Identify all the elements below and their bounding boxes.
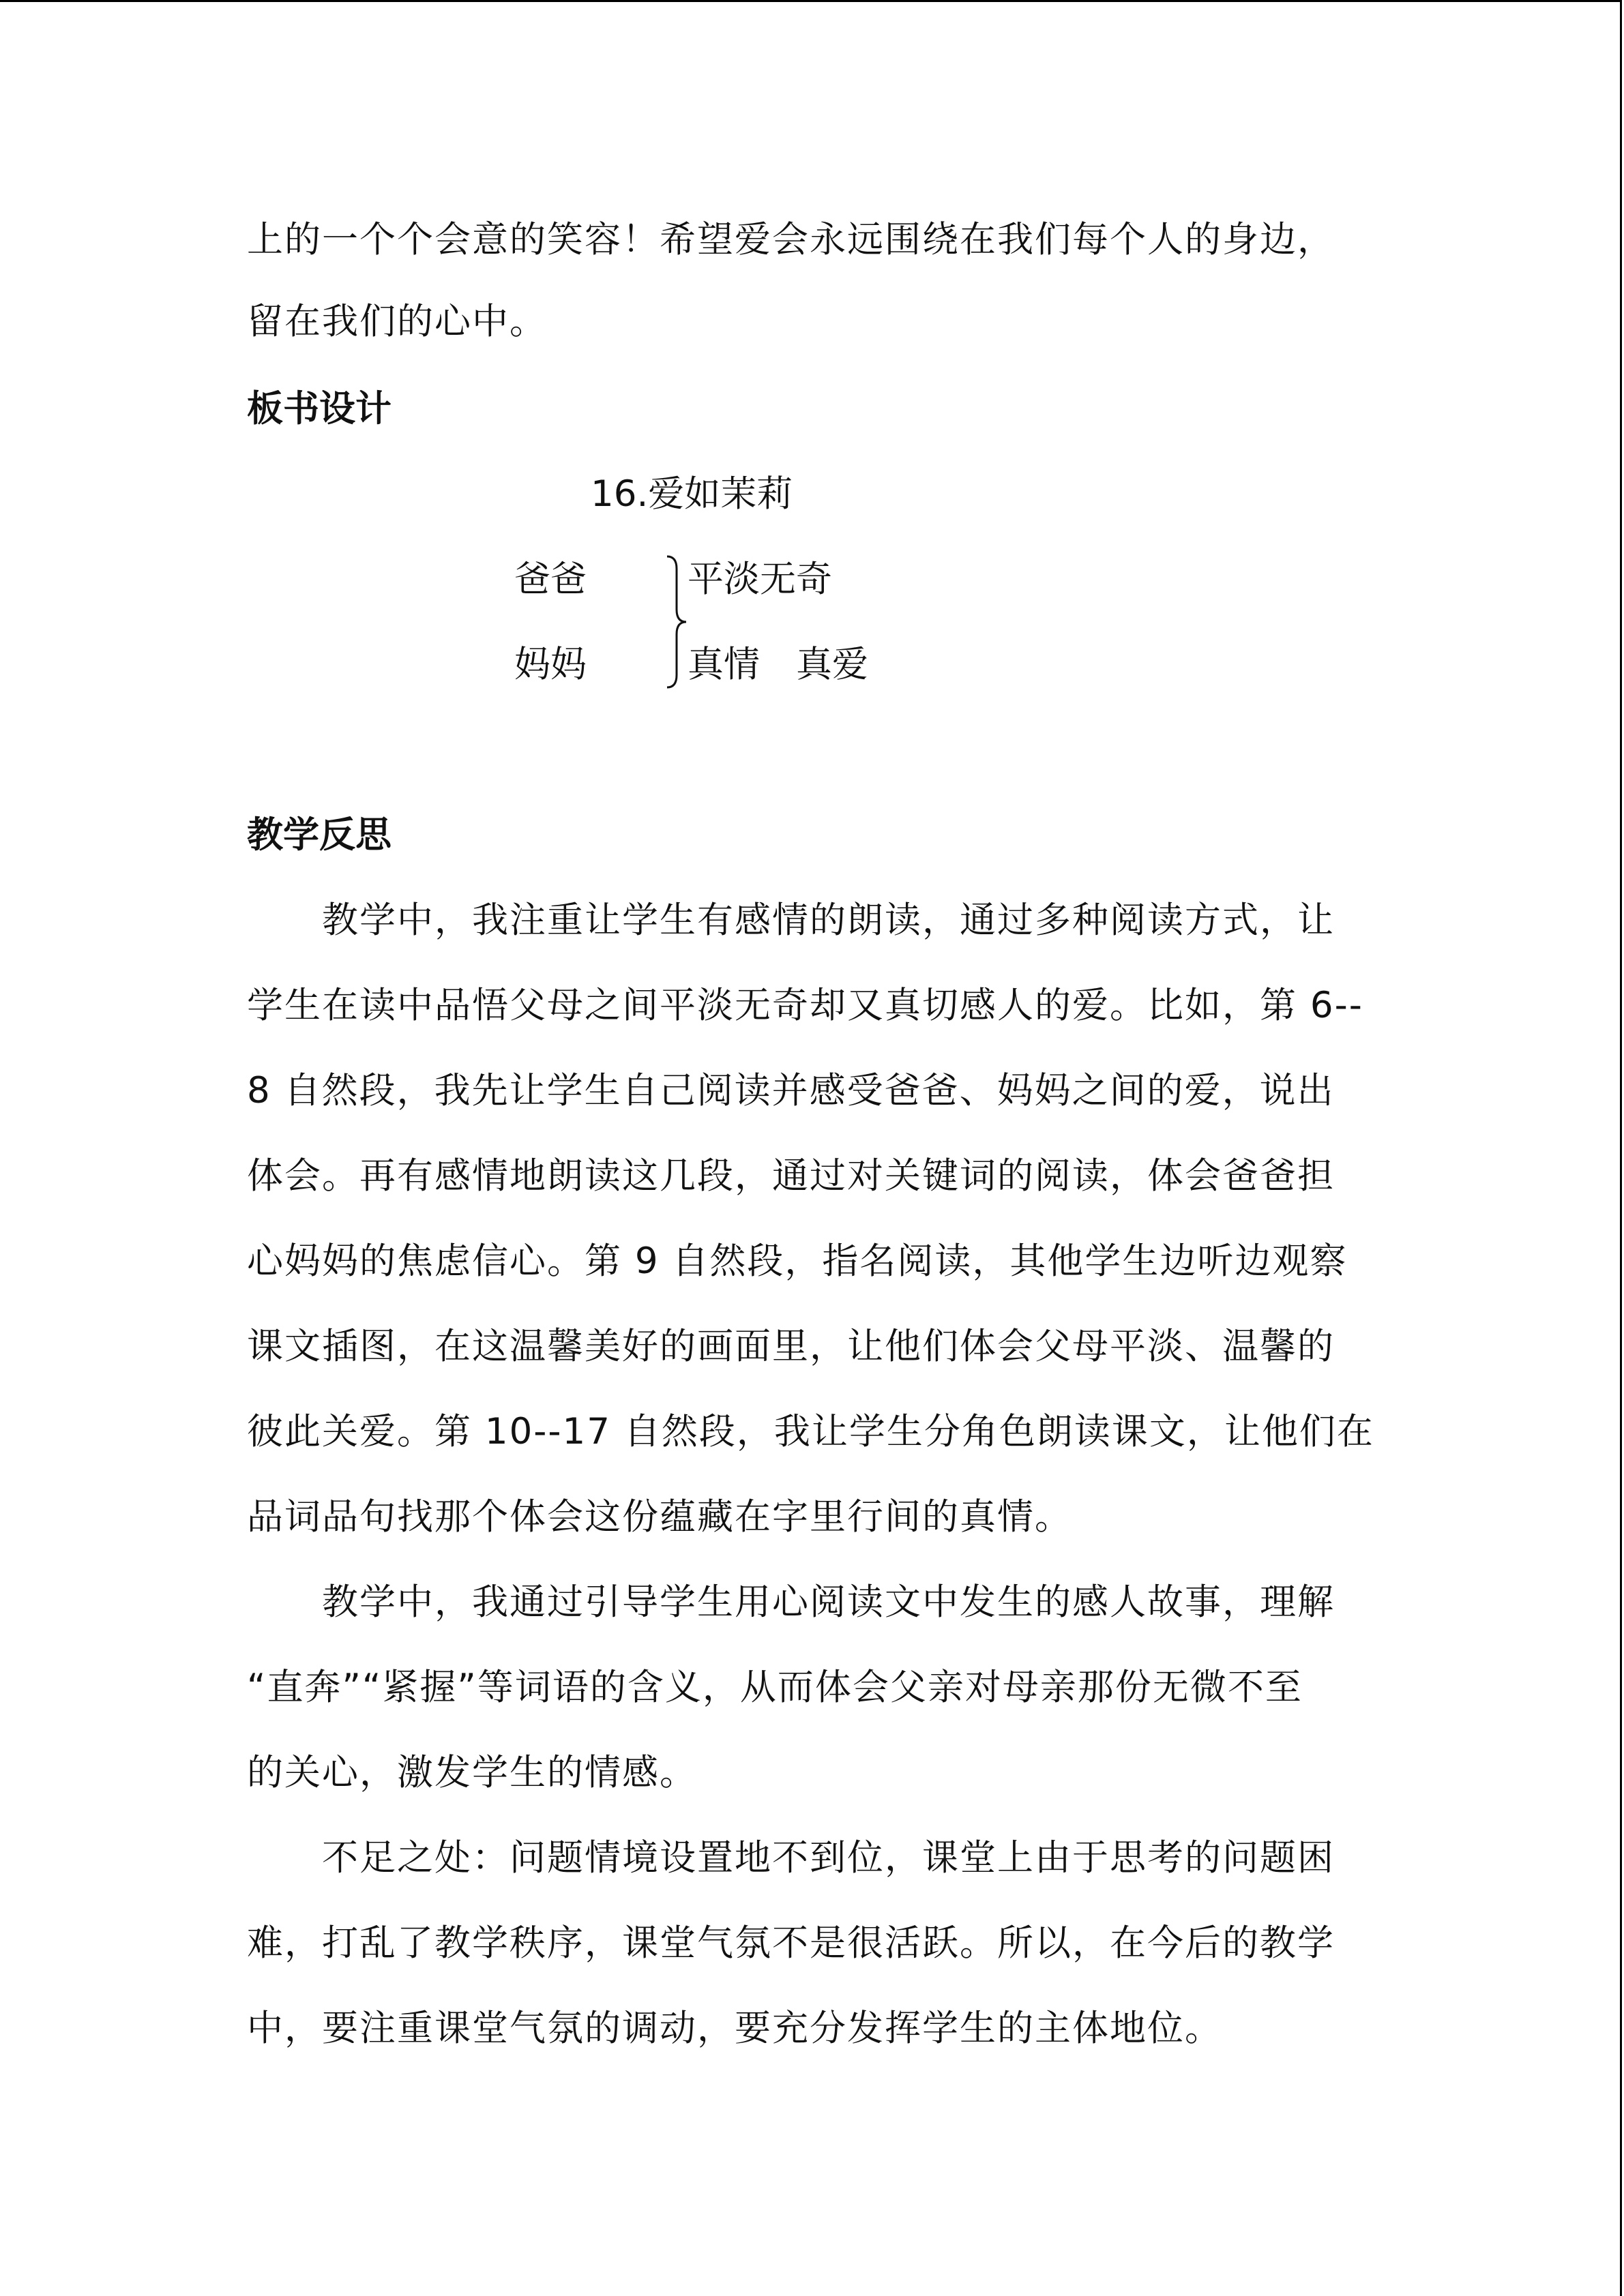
board-design-heading: 板书设计 — [247, 388, 392, 430]
reflection-line: 学生在读中品悟父母之间平淡无奇却又真切感人的爱。比如，第 6-- — [247, 985, 1363, 1026]
reflection-line: 教学中，我通过引导学生用心阅读文中发生的感人故事，理解 — [247, 1581, 1335, 1623]
board-right-love: 真情 真爱 — [688, 644, 868, 685]
intro-line-2: 留在我们的心中。 — [247, 301, 547, 342]
reflection-line: “直奔”“紧握”等词语的含义，从而体会父亲对母亲那份无微不至 — [247, 1667, 1303, 1708]
reflection-line: 彼此关爱。第 10--17 自然段，我让学生分角色朗读课文，让他们在 — [247, 1411, 1374, 1452]
board-right-plain: 平淡无奇 — [688, 558, 832, 600]
board-left-dad: 爸爸 — [514, 558, 587, 600]
reflection-line: 不足之处：问题情境设置地不到位，课堂上由于思考的问题困 — [247, 1837, 1335, 1879]
reflection-heading: 教学反思 — [247, 814, 392, 856]
reflection-line: 体会。再有感情地朗读这几段，通过对关键词的阅读，体会爸爸担 — [247, 1155, 1335, 1197]
reflection-line: 的关心，激发学生的情感。 — [247, 1752, 697, 1793]
board-title: 16.爱如茉莉 — [591, 473, 793, 515]
reflection-line: 课文插图，在这温馨美好的画面里，让他们体会父母平淡、温馨的 — [247, 1326, 1335, 1367]
reflection-line: 心妈妈的焦虑信心。第 9 自然段，指名阅读，其他学生边听边观察 — [247, 1240, 1348, 1282]
board-left-mom: 妈妈 — [514, 644, 587, 685]
intro-line-1: 上的一个个会意的笑容！希望爱会永远围绕在我们每个人的身边， — [247, 219, 1335, 260]
reflection-line: 8 自然段，我先让学生自己阅读并感受爸爸、妈妈之间的爱，说出 — [247, 1070, 1335, 1112]
reflection-line: 中，要注重课堂气氛的调动，要充分发挥学生的主体地位。 — [247, 2008, 1222, 2049]
curly-brace-icon — [662, 554, 689, 690]
reflection-line: 难，打乱了教学秩序，课堂气氛不是很活跃。所以，在今后的教学 — [247, 1922, 1335, 1964]
reflection-line: 教学中，我注重让学生有感情的朗读，通过多种阅读方式，让 — [247, 899, 1335, 941]
reflection-line: 品词品句找那个体会这份蕴藏在字里行间的真情。 — [247, 1496, 1072, 1538]
